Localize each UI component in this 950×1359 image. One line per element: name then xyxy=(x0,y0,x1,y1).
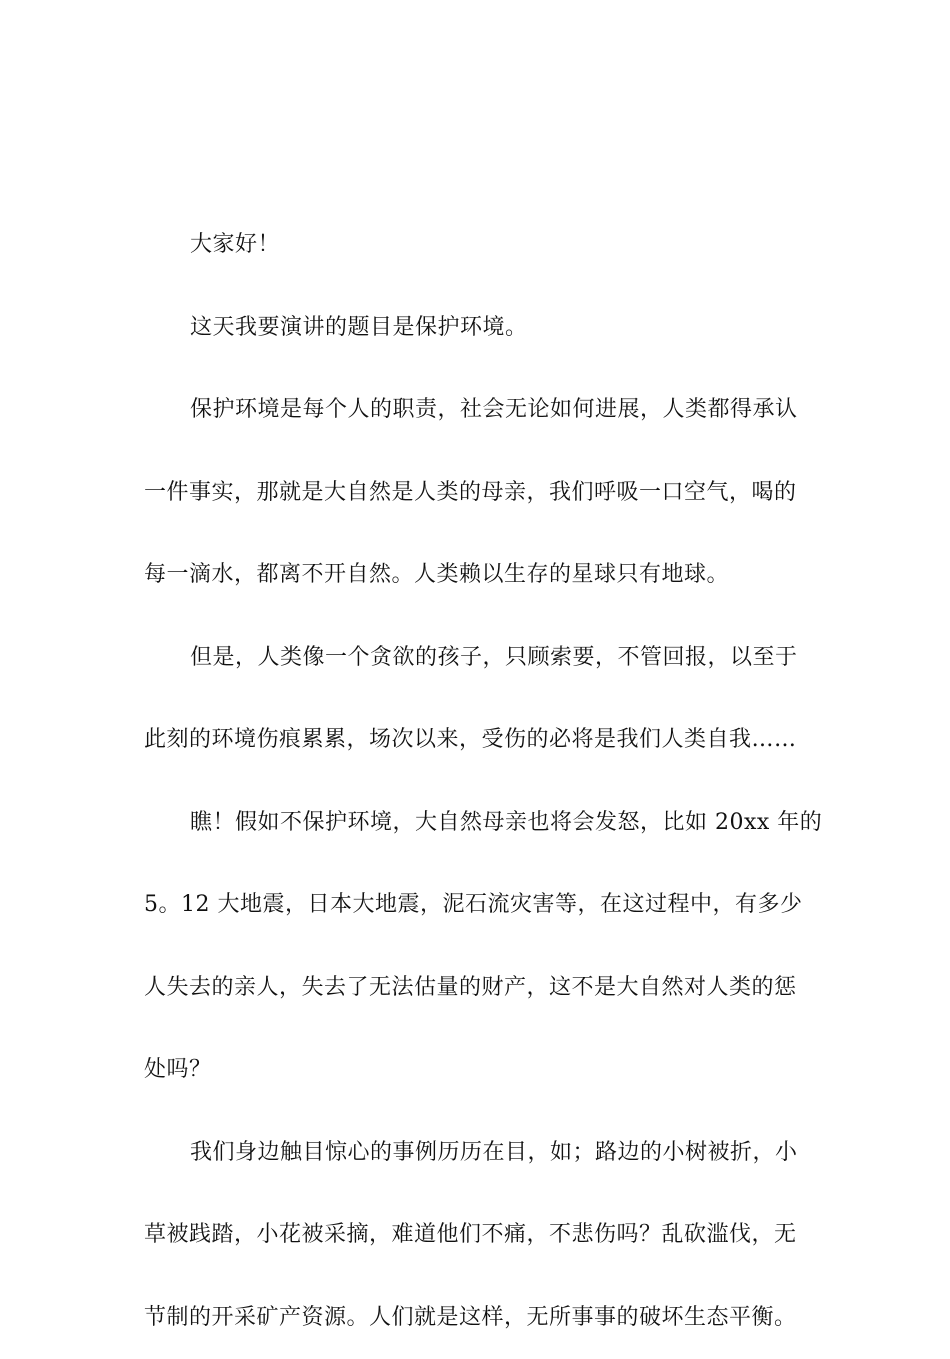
text-line: 5。12 大地震，日本大地震，泥石流灾害等，在这过程中，有多少 xyxy=(144,864,808,947)
text-line: 人失去的亲人，失去了无法估量的财产，这不是大自然对人类的惩 xyxy=(144,947,808,1030)
paragraph-topic xyxy=(144,287,808,370)
paragraph-disasters xyxy=(144,782,808,1112)
text-line: 此刻的环境伤痕累累，场次以来，受伤的必将是我们人类自我…… xyxy=(144,699,808,782)
text-line: 大家好！ xyxy=(144,204,808,287)
text-line: 节制的开采矿产资源。人们就是这样，无所事事的破坏生态平衡。 xyxy=(144,1277,808,1359)
document-body xyxy=(144,204,808,1359)
text-line: 处吗？ xyxy=(144,1029,808,1112)
paragraph-greed xyxy=(144,617,808,782)
paragraph-examples xyxy=(144,1112,808,1359)
text-line: 但是，人类像一个贪欲的孩子，只顾索要，不管回报，以至于 xyxy=(144,617,808,700)
text-line: 这天我要演讲的题目是保护环境。 xyxy=(144,287,808,370)
text-line: 保护环境是每个人的职责，社会无论如何进展，人类都得承认 xyxy=(144,369,808,452)
text-line: 草被践踏，小花被采摘，难道他们不痛，不悲伤吗？乱砍滥伐，无 xyxy=(144,1194,808,1277)
text-line: 每一滴水，都离不开自然。人类赖以生存的星球只有地球。 xyxy=(144,534,808,617)
text-line: 我们身边触目惊心的事例历历在目，如；路边的小树被折，小 xyxy=(144,1112,808,1195)
text-line: 一件事实，那就是大自然是人类的母亲，我们呼吸一口空气，喝的 xyxy=(144,452,808,535)
paragraph-responsibility xyxy=(144,369,808,617)
paragraph-greeting xyxy=(144,204,808,287)
text-line: 瞧！假如不保护环境，大自然母亲也将会发怒，比如 20xx 年的 xyxy=(144,782,808,865)
